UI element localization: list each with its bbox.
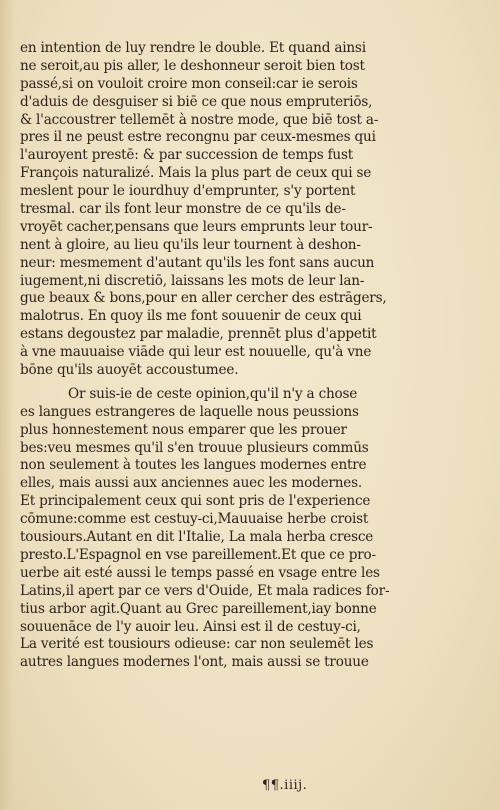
text-line: gue beaux & bons,pour en aller cercher des estrāgers, (20, 290, 387, 307)
text-line: uerbe ait esté aussi le temps passé en vsage entre les (20, 564, 380, 581)
text-line: autres langues modernes l'ont, mais aussi se trouue (20, 654, 369, 671)
text-line: neur: mesmement d'autant qu'ils les font sans aucun (20, 254, 375, 271)
text-line: l'auroyent prestē: & par succession de temps fust (20, 147, 354, 164)
text-line: meslent pour le iourdhuy d'emprunter, s'y portent (20, 183, 356, 200)
text-block (20, 40, 392, 672)
text-line: Or suis-ie de ceste opinion,qu'il n'y a chose (68, 385, 358, 402)
text-line: non seulement à toutes les langues modernes entre (20, 457, 367, 474)
text-line: ne seroit,au pis aller, le deshonneur seroit bien tost (20, 57, 365, 74)
text-line: es langues estrangeres de laquelle nous peussions (20, 403, 359, 420)
paragraph-2 (20, 386, 392, 672)
text-line: tousiours.Autant en dit l'Italie, La mala herba cresce (20, 529, 374, 546)
signature-mark: ¶¶.iiij. (262, 778, 308, 793)
text-line: plus honnestement nous emparer que les prouer (20, 421, 347, 438)
text-line: elles, mais aussi aux anciennes auec les modernes. (20, 475, 363, 492)
text-line: nent à gloire, au lieu qu'ils leur tournent à deshon- (20, 236, 361, 253)
text-line: pres il ne peust estre recongnu par ceux-mesmes qui (20, 129, 376, 146)
text-line: malotrus. En quoy ils me font souuenir de ceux qui (20, 308, 362, 325)
text-line: bes:veu mesmes qu'il s'en trouue plusieurs commūs (20, 439, 369, 456)
text-line: Latins,il apert par ce vers d'Ouide, Et mala radices for- (20, 582, 390, 599)
text-line: d'aduis de desguiser si biē ce que nous empruteriōs, (20, 93, 373, 110)
text-line: & l'accoustrer tellemēt à nostre mode, que biē tost a- (20, 111, 379, 128)
text-line: La verité est tousiours odieuse: car non seulemēt les (20, 636, 374, 653)
text-line: tius arbor agit.Quant au Grec pareillement,iay bonne (20, 600, 377, 617)
text-line: souuenāce de l'y auoir leu. Ainsi est il de cestuy-ci, (20, 618, 361, 635)
text-line: tresmal. car ils font leur monstre de ce qu'ils de- (20, 201, 346, 218)
text-line: François naturalizé. Mais la plus part de ceux qui se (20, 165, 372, 182)
text-line: bōne qu'ils auoyēt accoustumee. (20, 362, 239, 379)
text-line: Et principalement ceux qui sont pris de l'experience (20, 493, 371, 510)
text-line: passé,si on vouloit croire mon conseil:car ie serois (20, 75, 358, 92)
text-line: en intention de luy rendre le double. Et quand ainsi (20, 40, 366, 56)
text-line: à vne mauuaise viāde qui leur est nouuelle, qu'à vne (20, 344, 372, 361)
text-line: cōmune:comme est cestuy-ci,Mauuaise herbe croist (20, 511, 369, 528)
text-line: estans degoustez par maladie, prennēt plus d'appetit (20, 326, 377, 343)
text-line: vroyēt cacher,pensans que leurs emprunts leur tour- (20, 218, 373, 235)
text-line: iugement,ni discretiō, laissans les mots de leur lan- (20, 272, 365, 289)
text-line: presto.L'Espagnol en vse pareillement.Et que ce pro- (20, 546, 376, 563)
paragraph-1 (20, 40, 392, 380)
